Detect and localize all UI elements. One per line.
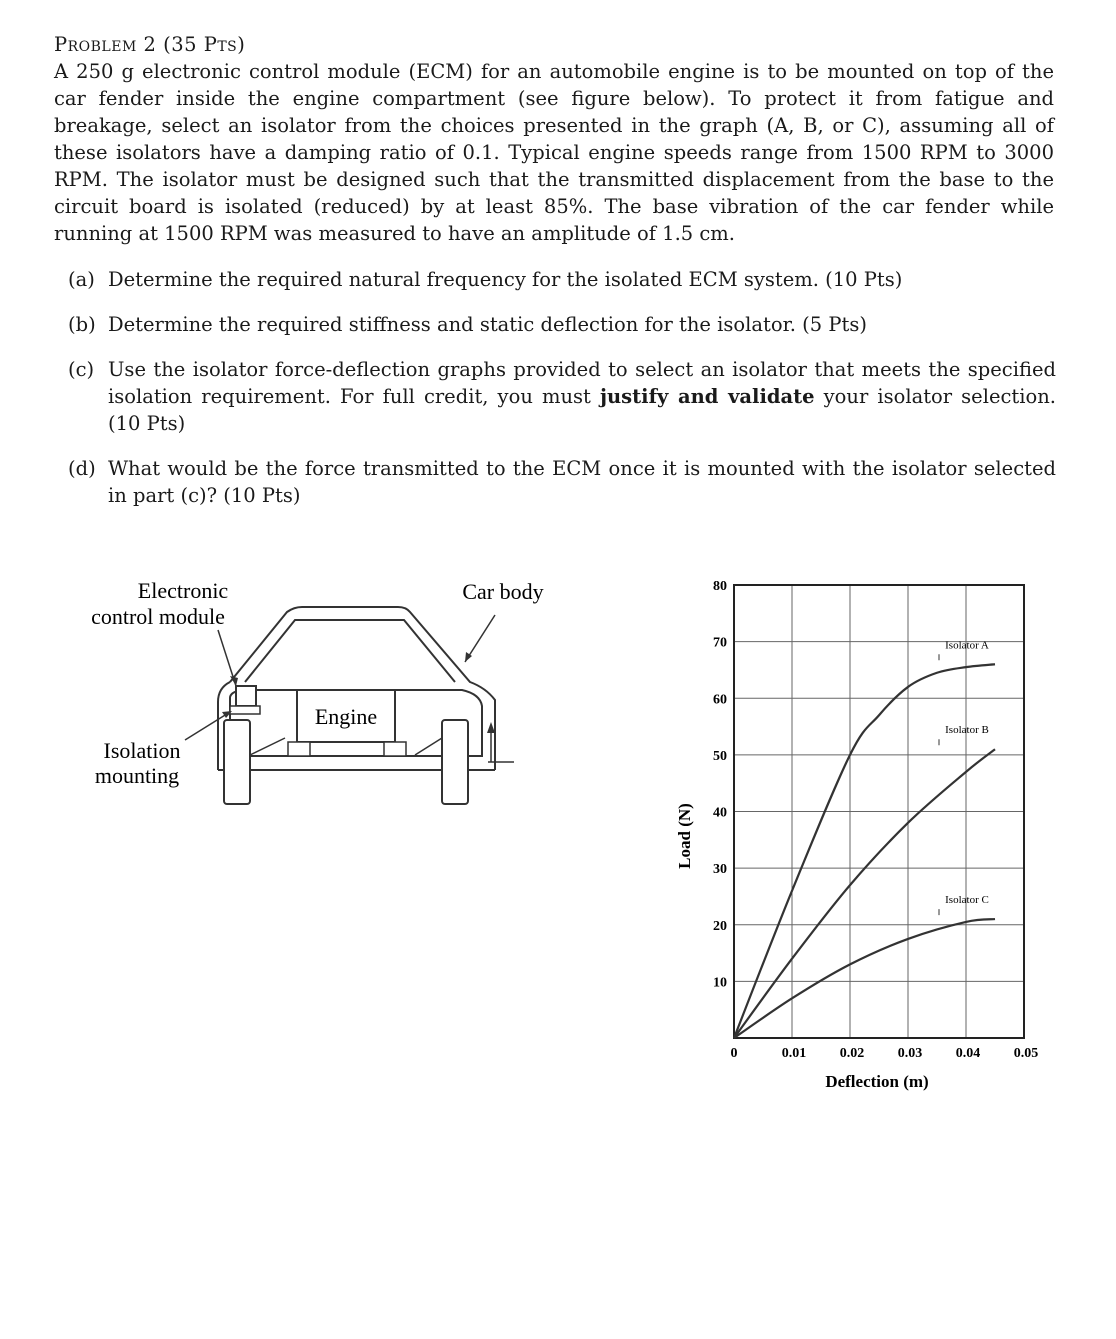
ecm-label-line2: control module [91,604,225,629]
isolation-label-line1: Isolation [103,738,181,763]
x-tick-label-2: 0.02 [839,1046,865,1061]
part-c-text-after: your isolator selection. (10 Pts) [108,385,1056,435]
part-a-label: (a) [68,268,95,291]
isolation-mount [230,706,260,714]
part-c-text-before: Use the isolator force-deflection graphs provided to select an isolator that meets the specified isolation requirement. For full credit, you must [108,358,1056,408]
part-a-text: Determine the required natural frequency for the isolated ECM system. (10 Pts) [108,268,903,291]
part-b [68,311,1056,338]
y-tick-label-3: 40 [713,805,727,821]
ecm-box [236,686,256,706]
part-c [68,356,1056,437]
part-d-text: What would be the force transmitted to the ECM once it is mounted with the isolator selected in part (c)? (10 Pts) [108,457,1056,507]
y-tick-label-2: 30 [713,862,727,878]
part-b-label: (b) [68,313,96,336]
problem-title: Problem 2 (35 Pts) [54,33,246,56]
car-figure [70,570,570,820]
y-tick-label-6: 70 [713,635,727,651]
problem-statement [54,31,1054,247]
part-d-label: (d) [68,457,96,480]
car-body-label: Car body [462,579,544,604]
chart-x-label: Deflection (m) [825,1072,929,1091]
series-label-1: Isolator B [945,724,989,737]
right-wheel [442,720,468,804]
part-c-bold: justify and validate [599,385,815,408]
chart-y-label: Load (N) [675,803,694,869]
part-a [68,266,1056,293]
x-tick-label-5: 0.05 [1013,1046,1039,1061]
part-c-label: (c) [68,358,95,381]
series-line-0 [734,664,995,1038]
part-c-text [108,356,1056,437]
x-tick-label-3: 0.03 [897,1046,923,1061]
ecm-label-line1: Electronic [137,578,229,603]
y-tick-label-4: 50 [713,748,727,764]
x-tick-label-1: 0.01 [781,1046,807,1061]
isolation-label-line2: mounting [94,763,180,788]
y-tick-label-5: 60 [713,692,727,708]
force-deflection-chart [660,570,1080,1110]
part-d [68,455,1056,509]
problem-intro: A 250 g electronic control module (ECM) for an automobile engine is to be mounted on top of the car fender inside the engine compartment (see figure below). To protect it from fatigue and breakage, select an isolator from the choices presented in the graph (A, B, or C), assuming all of these isolators have a damping ratio of 0.1. Typical engine speeds range from 1500 RPM to 3000 RPM. The isolator must be designed such that the transmitted displacement from the base to the circuit board is isolated (reduced) by at least 85%. The base vibration of the car fender while running at 1500 RPM was measured to have an amplitude of 1.5 cm. [54,60,1054,245]
series-label-2: Isolator C [945,894,989,907]
y-tick-label-0: 10 [713,975,727,991]
series-label-0: Isolator A [945,639,989,652]
y-tick-label-7: 80 [713,579,727,594]
x-tick-label-0: 0 [730,1046,738,1061]
x-tick-label-4: 0.04 [955,1046,981,1061]
engine-label: Engine [314,704,378,729]
part-b-text: Determine the required stiffness and static deflection for the isolator. (5 Pts) [108,313,867,336]
y-tick-label-1: 20 [713,918,727,934]
left-wheel [224,720,250,804]
problem-parts [68,266,1056,527]
